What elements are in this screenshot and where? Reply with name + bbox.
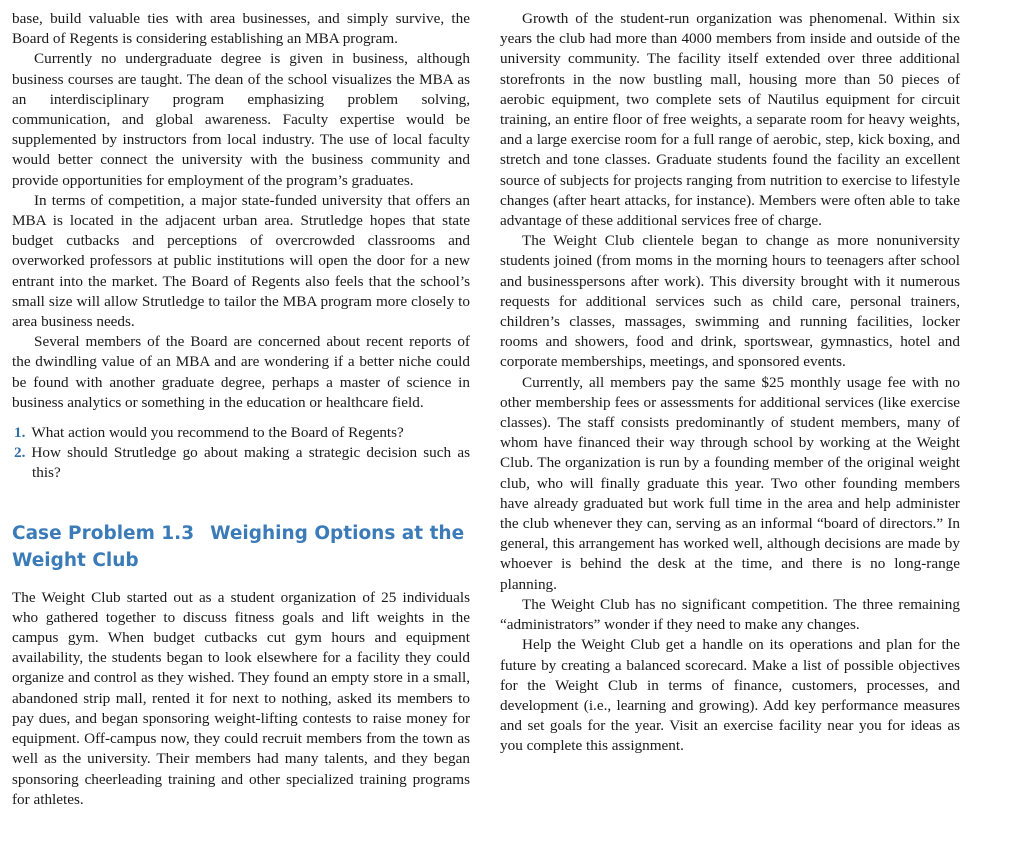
case-problem-heading [12,520,470,574]
case-problem-label: Case Problem 1.3 [12,522,195,544]
paragraph-weight-club-origin: The Weight Club started out as a student organization of 25 individuals who gathered together to discuss fitness goals and lift weights in the campus gym. When budget cutbacks cut gym hours and equipment availability, the students began to look elsewhere for a facility they could organize and control as they wished. They found an empty store in a small, abandoned strip mall, rented it for next to nothing, asked its members to pay dues, and began sponsoring weight-lifting contests to raise money for equipment. Off-campus now, they could recruit members from the town as well as the university. Their members had many talents, and they began sponsoring cheerleading training and other specialized training programs for athletes. [12,588,470,808]
paragraph-growth: Growth of the student-run organization was phenomenal. Within six years the club had more than 4000 members from inside and outside of the university community. The facility itself extended over three additional storefronts in the now bustling mall, housing more than 50 pieces of aerobic equipment, two complete sets of Nautilus equipment for circuit training, an entire floor of free weights, a separate room for heavy weights, and a large exercise room for a full range of aerobic, step, kick boxing, and stretch and tone classes. Graduate students found the facility an excellent source of subjects for projects ranging from nutrition to exercise to lifestyle changes (after heart attacks, for instance). Members were often able to take advantage of these additional services free of charge. [500,10,960,230]
paragraph-competition-status: The Weight Club has no significant competition. The three remaining “administrators” wonder if they need to make any changes. [500,595,960,634]
case-problem-title: Weighing Options at the Weight Club [12,522,465,571]
paragraph-dean-mba: Currently no undergraduate degree is given in business, although business courses are taught. The dean of the school visualizes the MBA as an interdisciplinary program emphasizing problem solving, communication, and global awareness. Faculty expertise would be supplemented by instructors from local industry. The use of local faculty would better connect the university with the business community and provide opportunities for employment of the program’s graduates. [12,50,470,189]
discussion-questions [12,423,470,484]
question-item [14,443,470,483]
question-number: 2. [14,444,26,462]
question-text: How should Strutledge go about making a strategic decision such as this? [31,444,470,482]
paragraph-membership-fees: Currently, all members pay the same $25 monthly usage fee with no other membership fees or assessments for additional services (like exercise classes). The staff consists predominantly of student members, many of whom have financed their way through school by working at the Weight Club. The organization is run by a founding member of the original weight club, who will finally graduate this year. Two other founding members have already graduated but work full time in the area and help administer the club whenever they can, serving as an informal “board of directors.” In general, this arrangement has worked well, although decisions are made by whoever is behind the desk at the time, and there is no long-range planning. [500,373,960,593]
paragraph-competition: In terms of competition, a major state-funded university that offers an MBA is located in the adjacent urban area. Strutledge hopes that state budget cutbacks and perceptions of overcrowded classrooms and overworked professors at public institutions will open the door for a new entrant into the market. The Board of Regents also feels that the school’s small size will allow Strutledge to tailor the MBA program more closely to area business needs. [12,191,470,331]
paragraph-board-concerns: Several members of the Board are concerned about recent reports of the dwindling value of an MBA and are wondering if a better niche could be found with another graduate degree, perhaps a master of science in business analytics or something in the education or healthcare field. [12,333,470,411]
question-number: 1. [14,424,26,442]
question-item [14,423,470,443]
right-column [500,9,960,757]
left-column [12,9,470,810]
paragraph-continued: base, build valuable ties with area businesses, and simply survive, the Board of Regents is considering establishing an MBA program. [12,10,470,48]
paragraph-assignment: Help the Weight Club get a handle on its operations and plan for the future by creating a balanced scorecard. Make a list of possible objectives for the Weight Club in terms of finance, customers, processes, and development (i.e., learning and growing). Add key performance measures and set goals for the year. Visit an exercise facility near you for ideas as you complete this assignment. [500,636,960,755]
paragraph-clientele: The Weight Club clientele began to change as more nonuniversity students joined (from moms in the morning hours to teenagers after school and businesspersons after work). This diversity brought with it numerous requests for additional services such as child care, personal trainers, children’s classes, massages, swimming and running facilities, locker rooms and showers, food and drink, sportswear, gymnastics, hotel and corporate memberships, meetings, and sponsored events. [500,232,960,371]
question-text: What action would you recommend to the Board of Regents? [31,424,404,442]
